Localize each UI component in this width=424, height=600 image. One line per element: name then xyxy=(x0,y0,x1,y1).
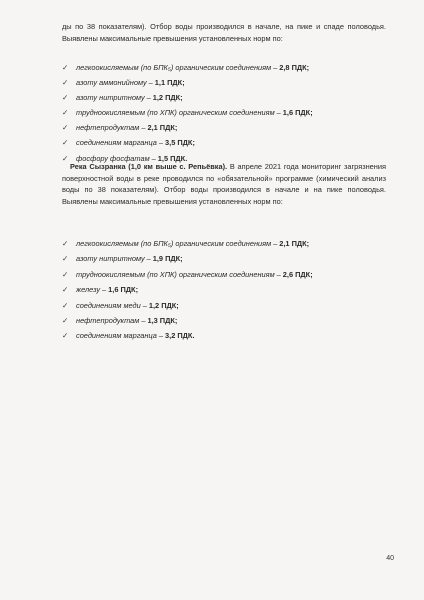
exceedance-list-1 xyxy=(62,63,313,169)
list-item-value: 2,1 ПДК; xyxy=(147,123,178,133)
list-item-value: 1,9 ПДК; xyxy=(152,254,183,264)
checkmark-icon: ✓ xyxy=(62,93,69,103)
list-item-dash: – xyxy=(273,239,278,248)
section-2-paragraph xyxy=(62,161,386,207)
list-item xyxy=(62,93,313,108)
list-item-dash: – xyxy=(141,315,146,325)
checkmark-icon: ✓ xyxy=(62,315,69,325)
list-item-name: фосфору фосфатам xyxy=(76,153,150,163)
checkmark-icon: ✓ xyxy=(62,108,69,118)
list-item-name: трудноокисляемым (по ХПК) органическим соединениям xyxy=(76,108,275,118)
list-item-value: 3,2 ПДК. xyxy=(165,331,195,341)
list-item-name: соединениям меди xyxy=(76,300,141,310)
list-item-value: 2,6 ПДК; xyxy=(282,269,313,279)
list-item-dash: – xyxy=(273,63,278,72)
list-item-name: соединениям марганца xyxy=(76,138,157,148)
list-item-value: 2,1 ПДК; xyxy=(279,239,310,248)
list-item-name: азоту аммонийному xyxy=(76,78,147,88)
list-item-dash: – xyxy=(142,300,147,310)
list-item-dash: – xyxy=(146,93,151,103)
checkmark-icon: ✓ xyxy=(62,254,69,264)
page-number: 40 xyxy=(386,555,394,562)
checkmark-icon: ✓ xyxy=(62,300,69,310)
list-item xyxy=(62,270,313,285)
list-item-value: 1,5 ПДК. xyxy=(157,153,188,163)
list-item xyxy=(62,254,313,269)
list-item-name: азоту нитритному xyxy=(76,254,145,264)
checkmark-icon: ✓ xyxy=(62,239,69,248)
checkmark-icon: ✓ xyxy=(62,138,69,148)
list-item-name: железу xyxy=(76,285,101,295)
list-item xyxy=(62,108,313,123)
list-item-value: 1,6 ПДК; xyxy=(282,108,313,118)
intro-paragraph-text: ды по 38 показателям). Отбор воды производился в начале, на пике и спаде половодья. Выявлены максимальные превышения установленных норм по: xyxy=(62,22,386,43)
list-item-dash: – xyxy=(102,285,107,295)
list-item-dash: – xyxy=(276,269,281,279)
list-item xyxy=(62,78,313,93)
list-item-name: нефтепродуктам xyxy=(76,315,140,325)
list-item xyxy=(62,316,313,331)
list-item xyxy=(62,123,313,138)
list-item-value: 1,2 ПДК; xyxy=(152,93,183,103)
list-item-name: азоту нитритному xyxy=(76,93,145,103)
list-item-name: легкоокисляемым (по БПК₅) органическим соединениям xyxy=(76,239,272,248)
exceedance-list-2 xyxy=(62,239,313,347)
list-item xyxy=(62,301,313,316)
list-item-value: 3,5 ПДК; xyxy=(165,138,195,148)
checkmark-icon: ✓ xyxy=(62,78,69,88)
list-item-value: 2,8 ПДК; xyxy=(279,63,310,72)
list-item-dash: – xyxy=(158,138,164,148)
checkmark-icon: ✓ xyxy=(62,153,69,163)
list-item-dash: – xyxy=(148,78,153,88)
list-item-value: 1,6 ПДК; xyxy=(108,285,139,295)
checkmark-icon: ✓ xyxy=(62,123,69,133)
checkmark-icon: ✓ xyxy=(62,63,69,72)
list-item xyxy=(62,63,313,78)
list-item-dash: – xyxy=(151,153,156,163)
list-item-dash: – xyxy=(158,331,164,341)
list-item xyxy=(62,138,313,153)
list-item-value: 1,1 ПДК; xyxy=(154,78,185,88)
list-item-dash: – xyxy=(146,254,151,264)
section-2-text: В апреле 2021 года мониторинг загрязнения поверхностной воды в реке проводился по «обязательной» программе (химический анализ воды по 38 показателям). Отбор воды производился в начале и на пике половодья. Выявлены максимальные превышения установленных норм по: xyxy=(62,162,386,206)
list-item-name: легкоокисляемым (по БПК₅) органическим соединениям xyxy=(76,63,272,72)
list-item-dash: – xyxy=(276,108,281,118)
checkmark-icon: ✓ xyxy=(62,269,69,279)
list-item-name: нефтепродуктам xyxy=(76,123,140,133)
list-item-name: соединениям марганца xyxy=(76,331,157,341)
list-item-value: 1,2 ПДК; xyxy=(148,300,179,310)
list-item xyxy=(62,285,313,300)
list-item xyxy=(62,331,313,346)
checkmark-icon: ✓ xyxy=(62,331,69,341)
list-item-name: трудноокисляемым (по ХПК) органическим соединениям xyxy=(76,269,275,279)
list-item xyxy=(62,239,313,254)
list-item-dash: – xyxy=(141,123,146,133)
intro-paragraph xyxy=(62,21,386,44)
list-item-value: 1,3 ПДК; xyxy=(147,315,178,325)
section-2-heading: Река Сызранка (1,0 км выше с. Репьёвка). xyxy=(70,162,228,171)
checkmark-icon: ✓ xyxy=(62,285,69,295)
